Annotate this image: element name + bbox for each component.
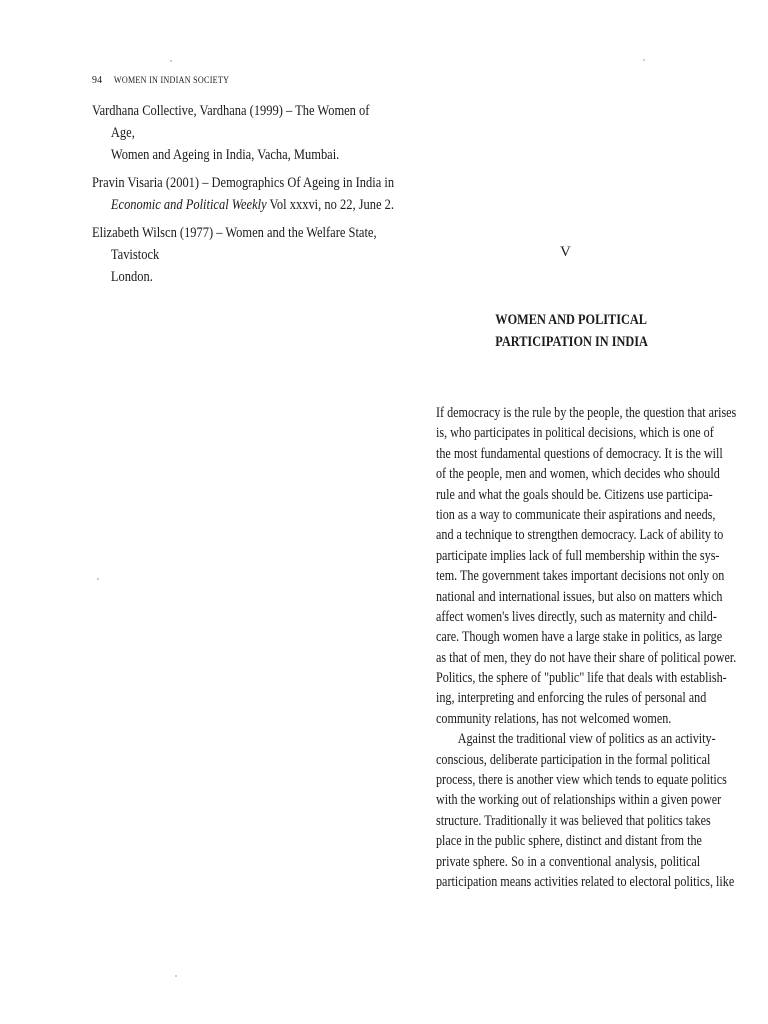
reference-line: Pravin Visaria (2001) – Demographics Of Ageing in India in — [92, 175, 395, 191]
body-line: and a technique to strengthen democracy. Lack of ability to — [436, 527, 724, 544]
body-line: tem. The government takes important decisions not only on — [436, 568, 725, 585]
reference-journal: Economic and Political Weekly — [110, 197, 267, 213]
chapter-title — [495, 309, 648, 353]
chapter-title-line: WOMEN AND POLITICAL — [495, 312, 648, 328]
body-line: place in the public sphere, distinct and distant from the — [436, 833, 702, 850]
body-line: structure. Traditionally it was believed that politics takes — [436, 812, 711, 829]
running-head-title: WOMEN IN INDIAN SOCIETY — [113, 75, 230, 85]
body-line: affect women's lives directly, such as maternity and child- — [436, 608, 717, 625]
reference-line: Elizabeth Wilscn (1977) – Women and the Welfare State, Tavistock — [92, 225, 377, 263]
reference-line: Vardhana Collective, Vardhana (1999) – The Women of Age, — [92, 103, 370, 141]
body-line: community relations, has not welcomed women. — [436, 710, 672, 727]
chapter-body — [436, 403, 737, 892]
body-line: private sphere. So in a conventional analysis, political — [436, 853, 701, 870]
body-line: is, who participates in political decisions, which is one of — [436, 425, 714, 442]
scan-speck — [643, 59, 645, 61]
scan-speck — [170, 60, 172, 62]
body-line: Politics, the sphere of "public" life that deals with establish- — [436, 670, 727, 687]
body-line: participation means activities related to electoral politics, like — [436, 873, 735, 890]
body-line: with the working out of relationships within a given power — [436, 792, 722, 809]
reference-entry — [92, 100, 395, 166]
reference-line: London. — [110, 269, 153, 285]
left-page — [92, 74, 395, 294]
body-line: ing, interpreting and enforcing the rules of personal and — [436, 690, 707, 707]
body-line: process, there is another view which tends to equate politics — [436, 772, 727, 789]
reference-line: Women and Ageing in India, Vacha, Mumbai. — [110, 147, 340, 163]
chapter-title-line: PARTICIPATION IN INDIA — [495, 334, 648, 350]
body-line: rule and what the goals should be. Citizens use participa- — [436, 486, 713, 503]
chapter-number: V — [560, 244, 571, 260]
reference-entry — [92, 222, 395, 288]
body-line: conscious, deliberate participation in the formal political — [436, 751, 711, 768]
page-number: 94 — [92, 74, 103, 86]
reference-entry — [92, 172, 395, 216]
body-line: Against the traditional view of politics as an activity- — [457, 731, 716, 748]
body-line: national and international issues, but also on matters which — [436, 588, 723, 605]
body-line: participate implies lack of full membership within the sys- — [436, 547, 720, 564]
body-line: If democracy is the rule by the people, the question that arises — [436, 405, 737, 421]
body-line: tion as a way to communicate their aspirations and needs, — [436, 506, 716, 523]
reference-line: Vol xxxvi, no 22, June 2. — [266, 197, 395, 213]
running-head — [92, 74, 353, 86]
scan-speck — [97, 578, 99, 580]
body-line: of the people, men and women, which decides who should — [436, 466, 720, 483]
scan-speck — [175, 975, 177, 977]
body-line: the most fundamental questions of democracy. It is the will — [436, 445, 723, 462]
body-line: as that of men, they do not have their share of political power. — [436, 649, 737, 666]
body-line: care. Though women have a large stake in politics, as large — [436, 629, 723, 646]
